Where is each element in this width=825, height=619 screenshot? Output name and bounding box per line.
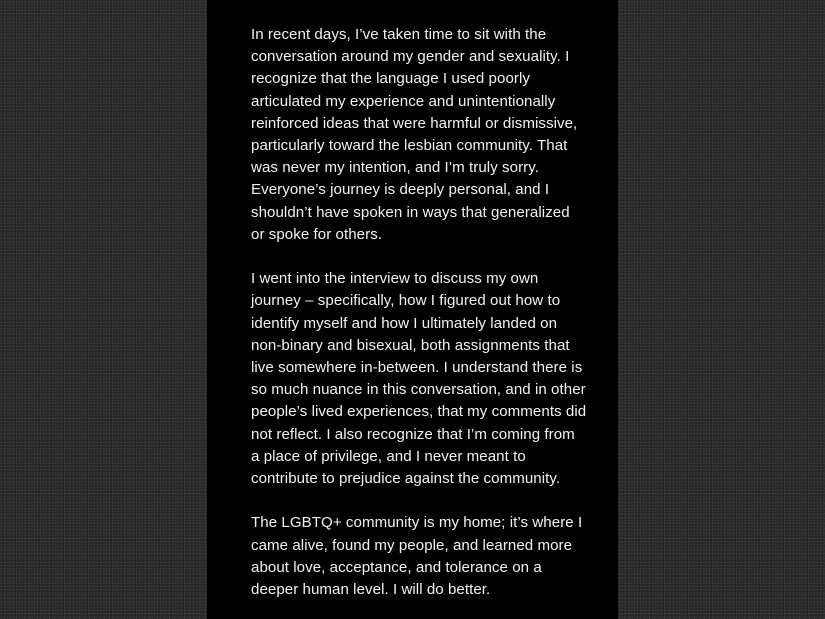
paragraph-1: In recent days, I’ve taken time to sit with the conversation around my gender and sexuality. I recognize that the language I used poorly articulated my experience and unintentionally reinforced ideas that were harmful or dismissive, particularly toward the lesbian community. That was never my intention, and I’m truly sorry. Everyone’s journey is deeply personal, and I shouldn’t have spoken in ways that generalized or spoke for others. bbox=[251, 26, 578, 243]
paragraph-3: The LGBTQ+ community is my home; it’s where I came alive, found my people, and learned more about love, acceptance, and tolerance on a deeper human level. I will do better. bbox=[251, 514, 583, 599]
phone-screen bbox=[207, 0, 618, 619]
statement-text bbox=[251, 24, 591, 619]
paragraph-2: I went into the interview to discuss my own journey – specifically, how I figured out how to identify myself and how I ultimately landed on non-binary and bisexual, both assignments that live somewhere in-between. I understand there is so much nuance in this conversation, and in other people’s lived experiences, that my comments did not reflect. I also recognize that I’m coming from a place of privilege, and I never meant to contribute to prejudice against the community. bbox=[251, 270, 587, 488]
